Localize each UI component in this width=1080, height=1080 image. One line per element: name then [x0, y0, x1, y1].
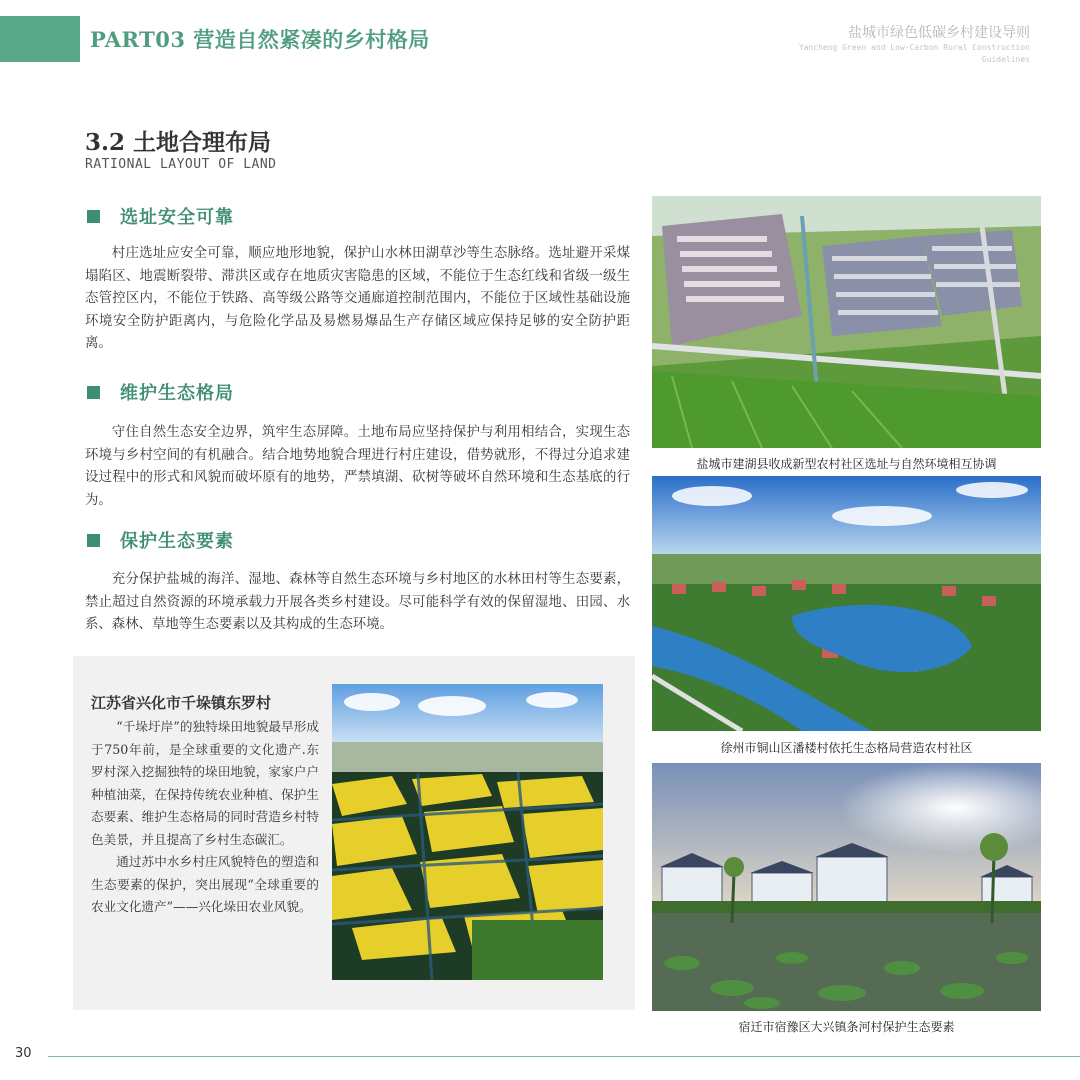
bullet-square-icon — [87, 210, 100, 223]
bullet-square-icon — [87, 386, 100, 399]
document-title-cn: 盐城市绿色低碳乡村建设导则 — [848, 25, 1030, 41]
case-study-paragraph-2: 通过苏中水乡村庄风貌特色的塑造和生态要素的保护，突出展现“全球重要的农业文化遗产”——兴化垛田农业风貌。 — [91, 854, 319, 914]
section-subtitle: RATIONAL LAYOUT OF LAND — [85, 157, 277, 172]
subsection-body-ecological-pattern: 守住自然生态安全边界，筑牢生态屏障。土地布局应坚持保护与利用相结合，实现生态环境与乡村空间的有机融合。结合地势地貌合理进行村庄建设，借势就形，不得过分追求建设过程中的形式和风貌而破坏原有的地势，严禁填湖、砍树等破坏自然环境和生态基底的行为。 — [85, 425, 630, 508]
subsection-heading-text: 选址安全可靠 — [120, 207, 234, 228]
document-title-en-line2: Guidelines — [981, 55, 1030, 64]
subsection-heading-ecological-elements — [87, 527, 234, 553]
page-number: 30 — [15, 1046, 32, 1061]
section-title: 3.2 土地合理布局 — [85, 129, 272, 156]
header-color-band — [0, 16, 80, 62]
case-study-text — [91, 716, 319, 919]
subsection-body-ecological-elements: 充分保护盐城的海洋、湿地、森林等自然生态环境与乡村地区的水林田村等生态要素，禁止超过自然资源的环境承载力开展各类乡村建设。尽可能科学有效的保留湿地、田园、水系、森林、草地等生态要素以及其构成的生态环境。 — [85, 572, 630, 632]
case-study-paragraph-1: “千垛圩岸”的独特垛田地貌最早形成于750年前，是全球重要的文化遗产.东罗村深入挖掘独特的垛田地貌，家家户户种植油菜，在保持传统农业种植、保护生态要素、维护生态格局的同时营造乡村特色美景，并且提高了乡村生态碳汇。 — [91, 719, 319, 847]
case-study-title: 江苏省兴化市千垛镇东罗村 — [91, 694, 272, 712]
subsection-heading-ecological-pattern — [87, 379, 234, 405]
footer-divider — [48, 1056, 1080, 1057]
photo-caption-2: 徐州市铜山区潘楼村依托生态格局营造农村社区 — [720, 741, 973, 755]
part-title: PART03 营造自然紧凑的乡村格局 — [90, 27, 430, 52]
photo-caption-1: 盐城市建湖县收成新型农村社区选址与自然环境相互协调 — [696, 457, 997, 471]
subsection-heading-text: 保护生态要素 — [120, 531, 234, 552]
subsection-heading-text: 维护生态格局 — [120, 383, 234, 404]
photo-caption-3: 宿迁市宿豫区大兴镇条河村保护生态要素 — [738, 1020, 955, 1034]
subsection-heading-site-selection — [87, 203, 234, 229]
photo-panlou-village-lake — [652, 476, 1041, 731]
subsection-body-site-selection: 村庄选址应安全可靠，顺应地形地貌，保护山水林田湖草沙等生态脉络。选址避开采煤塌陷区、地震断裂带、滞洪区或存在地质灾害隐患的区域，不能位于生态红线和省级一级生态管控区内，不能位于铁路、高等级公路等交通廊道控制范围内，不能位于区域性基础设施环境安全防护距离内，与危险化学品及易燃易爆品生产存储区域应保持足够的安全防护距离。 — [85, 246, 630, 351]
case-photo-duotian-fields — [332, 684, 603, 980]
photo-jianhu-community-aerial — [652, 196, 1041, 448]
photo-tiaohe-village-lotus-pond — [652, 763, 1041, 1011]
document-title-en-line1: Yancheng Green and Low-Carbon Rural Construction — [798, 43, 1030, 52]
document-title-block — [799, 22, 1030, 66]
bullet-square-icon — [87, 534, 100, 547]
